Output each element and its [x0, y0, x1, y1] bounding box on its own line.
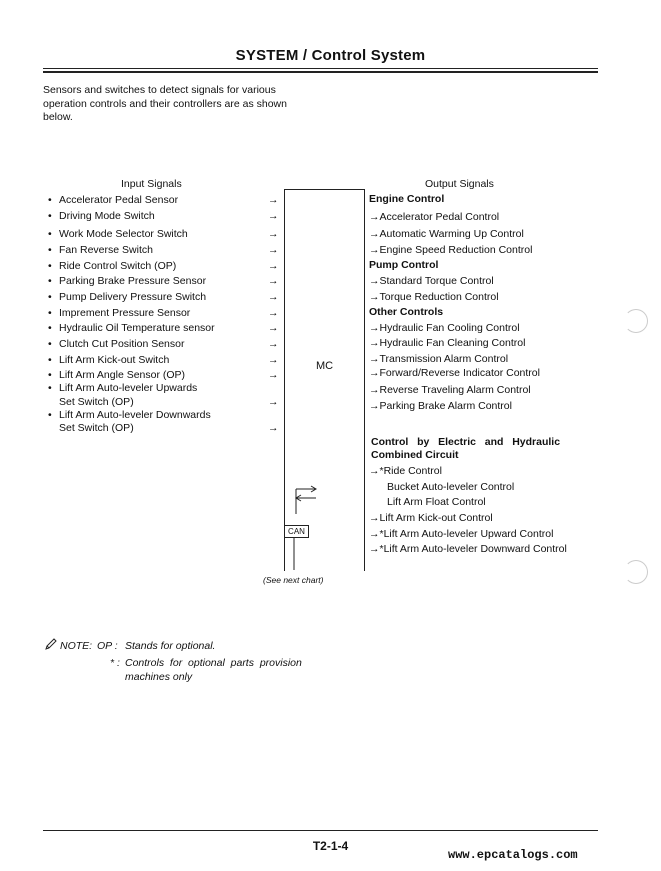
input-label: Hydraulic Oil Temperature sensor	[59, 322, 215, 334]
bullet: •	[48, 194, 52, 206]
input-label: Lift Arm Angle Sensor (OP)	[59, 369, 186, 381]
input-label: Parking Brake Pressure Sensor	[59, 275, 207, 287]
combined-circuit-heading-line1: Control by Electric and Hydraulic	[371, 436, 561, 448]
input-item-continuation: Set Switch (OP)	[59, 422, 134, 434]
bullet: •	[48, 307, 52, 319]
input-item	[48, 382, 197, 394]
bullet: •	[48, 369, 52, 381]
input-label: Ride Control Switch (OP)	[59, 260, 177, 272]
bullet: •	[48, 409, 52, 421]
input-signals-header: Input Signals	[121, 178, 182, 190]
signal-arrow: →	[268, 275, 279, 287]
bullet: •	[48, 275, 52, 287]
output-item: →Parking Brake Alarm Control	[369, 400, 512, 412]
input-item	[48, 194, 178, 206]
output-item: →Automatic Warming Up Control	[369, 228, 524, 240]
signal-arrow: →	[268, 369, 279, 381]
input-item	[48, 244, 153, 256]
input-label: Fan Reverse Switch	[59, 244, 153, 256]
punch-hole	[624, 309, 648, 333]
bullet: •	[48, 228, 52, 240]
engine-control-heading: Engine Control	[369, 193, 445, 205]
input-label: Imprement Pressure Sensor	[59, 307, 191, 319]
bullet: •	[48, 210, 52, 222]
input-label: Work Mode Selector Switch	[59, 228, 188, 240]
output-item: Lift Arm Float Control	[387, 496, 486, 508]
page-number: T2-1-4	[312, 839, 349, 853]
output-item: →Forward/Reverse Indicator Control	[369, 367, 540, 379]
signal-arrow: →	[268, 244, 279, 256]
output-signals-header: Output Signals	[425, 178, 494, 190]
signal-arrow: →	[268, 260, 279, 272]
signal-arrow: →	[268, 422, 279, 434]
input-item-continuation: Set Switch (OP)	[59, 396, 134, 408]
output-item: →Transmission Alarm Control	[369, 353, 509, 365]
input-item	[48, 228, 188, 240]
signal-arrow: →	[268, 322, 279, 334]
input-item	[48, 260, 176, 272]
signal-arrow: →	[268, 210, 279, 222]
signal-arrow: →	[268, 396, 279, 408]
pencil-note-icon	[44, 637, 58, 651]
signal-arrow: →	[268, 354, 279, 366]
note-label: NOTE:	[60, 640, 93, 652]
output-item: →Standard Torque Control	[369, 275, 494, 287]
output-item: →*Lift Arm Auto-leveler Upward Control	[369, 528, 554, 540]
intro-paragraph: Sensors and switches to detect signals for various operation controls and their controllers are as shown below.	[43, 84, 287, 123]
signal-arrow: →	[268, 338, 279, 350]
input-item	[48, 369, 185, 381]
bidirectional-arrows-icon	[284, 484, 324, 514]
pump-control-heading: Pump Control	[369, 259, 439, 271]
input-label: Accelerator Pedal Sensor	[59, 194, 179, 206]
signal-arrow: →	[268, 307, 279, 319]
bullet: •	[48, 354, 52, 366]
output-item: →Accelerator Pedal Control	[369, 211, 500, 223]
input-item	[48, 338, 184, 350]
output-item: →Engine Speed Reduction Control	[369, 244, 533, 256]
bullet: •	[48, 291, 52, 303]
note-star-text-line2: machines only	[125, 671, 193, 683]
signal-arrow: →	[268, 291, 279, 303]
signal-arrow: →	[268, 228, 279, 240]
input-label: Clutch Cut Position Sensor	[59, 338, 185, 350]
note-op-text: Stands for optional.	[125, 640, 216, 652]
other-controls-heading: Other Controls	[369, 306, 444, 318]
input-item	[48, 354, 169, 366]
punch-hole	[624, 560, 648, 584]
title-rule-bottom	[43, 71, 598, 73]
input-item	[48, 210, 155, 222]
bullet: •	[48, 338, 52, 350]
note-star-text-line1: Controls for optional parts provision	[125, 657, 302, 669]
combined-circuit-heading-line2: Combined Circuit	[371, 449, 459, 461]
input-item	[48, 409, 211, 421]
website-watermark: www.epcatalogs.com	[448, 848, 578, 862]
input-label: Pump Delivery Pressure Switch	[59, 291, 207, 303]
output-item: →Hydraulic Fan Cleaning Control	[369, 337, 526, 349]
input-item	[48, 322, 215, 334]
input-item	[48, 291, 206, 303]
note-op-key: OP :	[97, 640, 118, 652]
input-label: Lift Arm Auto-leveler Downwards	[59, 409, 211, 421]
input-label: Driving Mode Switch	[59, 210, 155, 222]
bullet: •	[48, 260, 52, 272]
output-item: →*Lift Arm Auto-leveler Downward Control	[369, 543, 567, 555]
bullet: •	[48, 244, 52, 256]
note-star-key: * :	[110, 657, 120, 669]
output-item: →Lift Arm Kick-out Control	[369, 512, 493, 524]
output-item: →*Ride Control	[369, 465, 442, 477]
see-next-chart: (See next chart)	[263, 575, 324, 585]
bullet: •	[48, 322, 52, 334]
bullet: •	[48, 382, 52, 394]
title-rule-top	[43, 68, 598, 69]
input-label: Lift Arm Auto-leveler Upwards	[59, 382, 198, 394]
output-item: Bucket Auto-leveler Control	[387, 481, 515, 493]
footer-rule	[43, 830, 598, 831]
mc-label: MC	[316, 360, 334, 372]
page-title: SYSTEM / Control System	[235, 47, 426, 64]
signal-arrow: →	[268, 194, 279, 206]
input-item	[48, 275, 206, 287]
output-item: →Reverse Traveling Alarm Control	[369, 384, 531, 396]
can-line	[284, 537, 304, 577]
output-item: →Hydraulic Fan Cooling Control	[369, 322, 520, 334]
input-label: Lift Arm Kick-out Switch	[59, 354, 170, 366]
input-item	[48, 307, 190, 319]
output-item: →Torque Reduction Control	[369, 291, 499, 303]
can-bus-box: CAN	[284, 525, 309, 538]
